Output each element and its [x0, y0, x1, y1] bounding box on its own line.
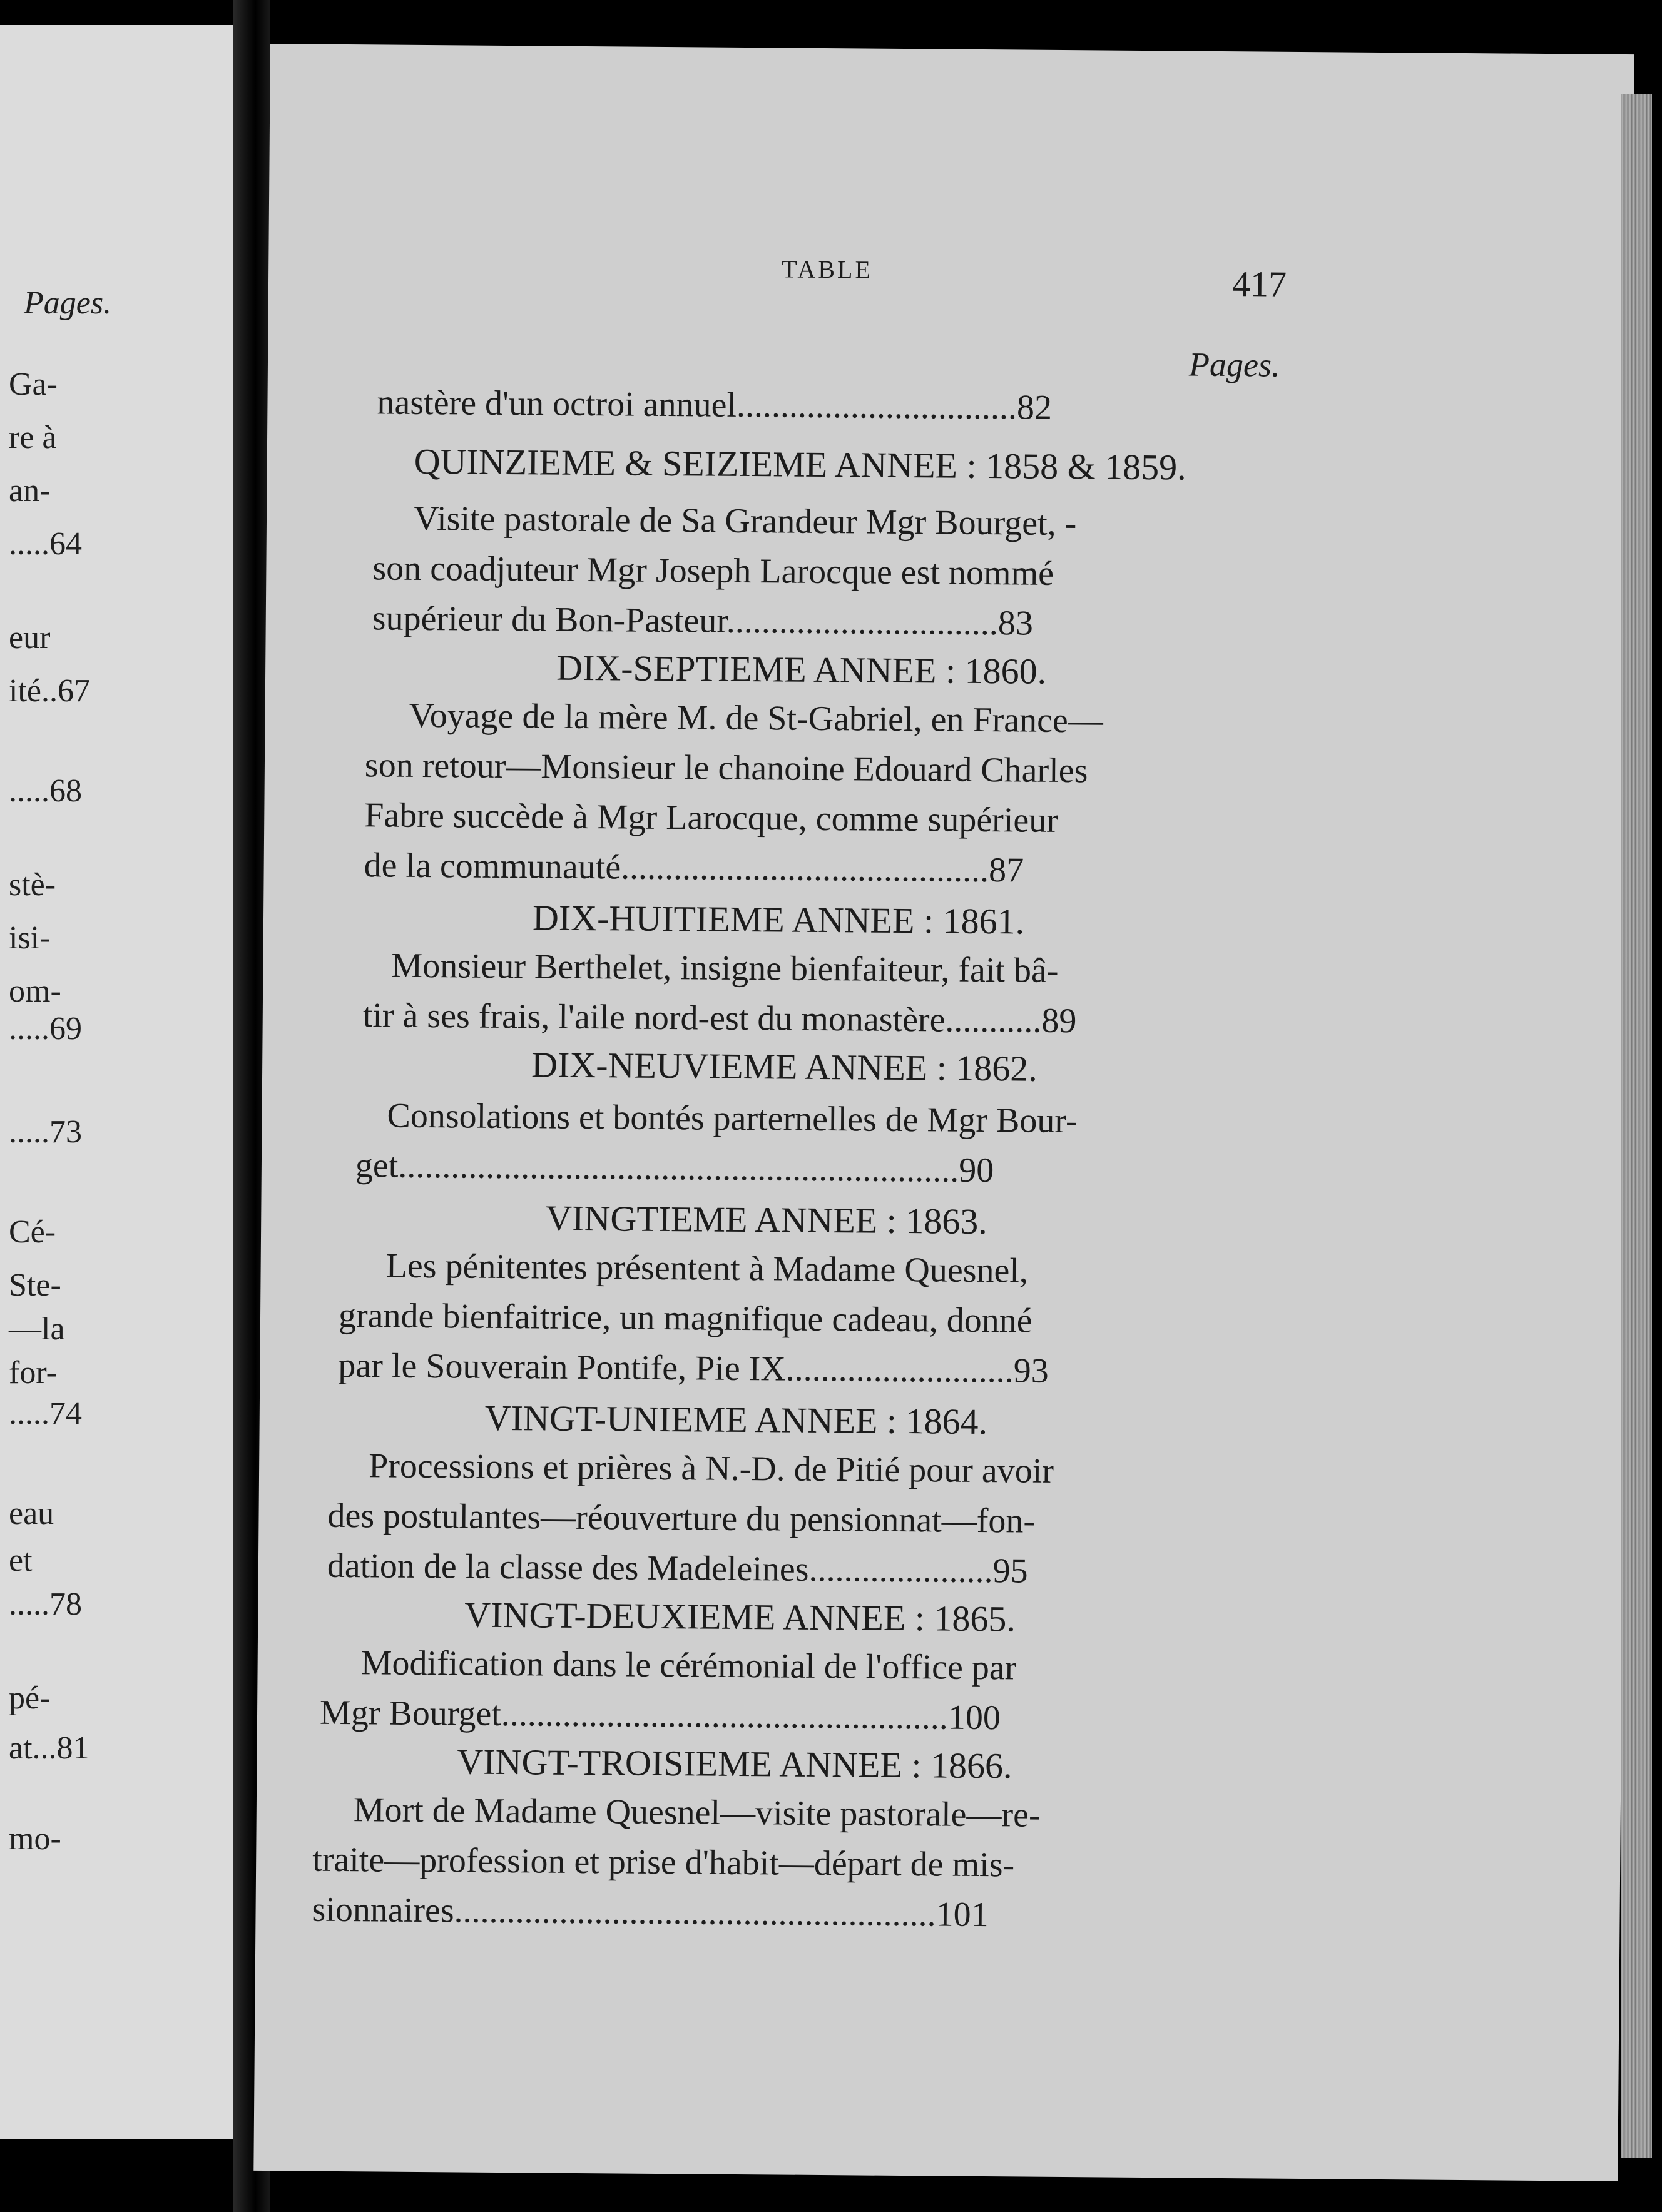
left-pages-label: Pages. [24, 285, 112, 321]
left-fragment: re à [9, 420, 57, 455]
pages-column-label: Pages. [1188, 345, 1280, 384]
toc-entry: son coadjuteur Mgr Joseph Larocque est nommé [372, 549, 1054, 593]
toc-entry: sionnaires.......................................................101 [312, 1890, 989, 1935]
left-fragment: om- [9, 973, 61, 1009]
left-fragment: isi- [9, 920, 51, 956]
toc-entry: Mort de Madame Quesnel—visite pastorale—re- [353, 1790, 1041, 1835]
left-fragment: eur [9, 620, 51, 656]
toc-entry: son retour—Monsieur le chanoine Edouard Charles [364, 746, 1088, 791]
toc-entry: Modification dans le cérémonial de l'office par [360, 1643, 1017, 1688]
left-fragment: .....64 [9, 526, 82, 562]
right-page [253, 44, 1634, 2181]
toc-entry: dation de la classe des Madeleines.....................95 [327, 1546, 1028, 1591]
left-fragment: mo- [9, 1821, 61, 1857]
toc-entry: de la communauté..........................................87 [364, 846, 1024, 890]
toc-entry: Consolations et bontés parternelles de Mgr Bour- [387, 1096, 1078, 1141]
left-fragment: .....69 [9, 1011, 82, 1047]
left-fragment: et [9, 1543, 33, 1578]
toc-entry: get................................................................90 [355, 1146, 994, 1190]
left-fragment: —la [9, 1311, 65, 1347]
left-fragment: pé- [9, 1680, 51, 1716]
left-fragment: .....78 [9, 1586, 82, 1622]
toc-entry: par le Souverain Pontife, Pie IX..........................93 [338, 1346, 1049, 1391]
toc-entry: Processions et prières à N.-D. de Pitié pour avoir [368, 1446, 1054, 1491]
left-fragment: an- [9, 473, 51, 509]
toc-year-heading: QUINZIEME & SEIZIEME ANNEE : 1858 & 1859. [414, 440, 1186, 488]
left-fragment: Ste- [9, 1267, 61, 1303]
toc-entry: Monsieur Berthelet, insigne bienfaiteur, fait bâ- [391, 946, 1059, 990]
left-fragment: Cé- [9, 1214, 56, 1250]
left-fragment: .....74 [9, 1396, 82, 1431]
toc-year-heading: VINGTIEME ANNEE : 1863. [546, 1197, 988, 1242]
left-fragment: eau [9, 1496, 54, 1531]
toc-entry: traite—profession et prise d'habit—départ de mis- [312, 1840, 1015, 1885]
left-fragment: .....73 [9, 1114, 82, 1150]
toc-entry: tir à ses frais, l'aile nord-est du monastère...........89 [362, 996, 1077, 1041]
toc-entry: Visite pastorale de Sa Grandeur Mgr Bourget, - [413, 499, 1077, 544]
page-edges [1621, 94, 1652, 2158]
left-fragment: Ga- [9, 367, 58, 402]
left-page [0, 25, 233, 2139]
toc-year-heading: VINGT-UNIEME ANNEE : 1864. [484, 1397, 988, 1443]
toc-entry: nastère d'un octroi annuel................................82 [377, 383, 1053, 427]
toc-entry: Les pénitentes présentent à Madame Quesnel, [385, 1246, 1029, 1291]
left-fragment: for- [9, 1355, 57, 1391]
toc-year-heading: DIX-NEUVIEME ANNEE : 1862. [531, 1044, 1038, 1089]
toc-year-heading: DIX-HUITIEME ANNEE : 1861. [532, 897, 1025, 942]
left-fragment: at...81 [9, 1730, 89, 1766]
toc-entry: Mgr Bourget...................................................100 [319, 1693, 1001, 1738]
left-fragment: .....68 [9, 773, 82, 809]
left-fragment: ité..67 [9, 673, 90, 709]
toc-entry: Voyage de la mère M. de St-Gabriel, en France— [409, 696, 1104, 741]
toc-year-heading: DIX-SEPTIEME ANNEE : 1860. [556, 647, 1047, 692]
toc-entry: Fabre succède à Mgr Larocque, comme supérieur [364, 796, 1059, 840]
page-number: 417 [1231, 263, 1287, 305]
toc-entry: grande bienfaitrice, un magnifique cadeau, donné [338, 1296, 1032, 1341]
running-title: TABLE [782, 255, 874, 284]
toc-year-heading: VINGT-DEUXIEME ANNEE : 1865. [464, 1594, 1016, 1640]
toc-year-heading: VINGT-TROISIEME ANNEE : 1866. [457, 1741, 1012, 1787]
left-fragment: stè- [9, 867, 56, 903]
toc-entry: supérieur du Bon-Pasteur...............................83 [372, 599, 1034, 643]
toc-entry: des postulantes—réouverture du pensionnat—fon- [327, 1496, 1036, 1541]
